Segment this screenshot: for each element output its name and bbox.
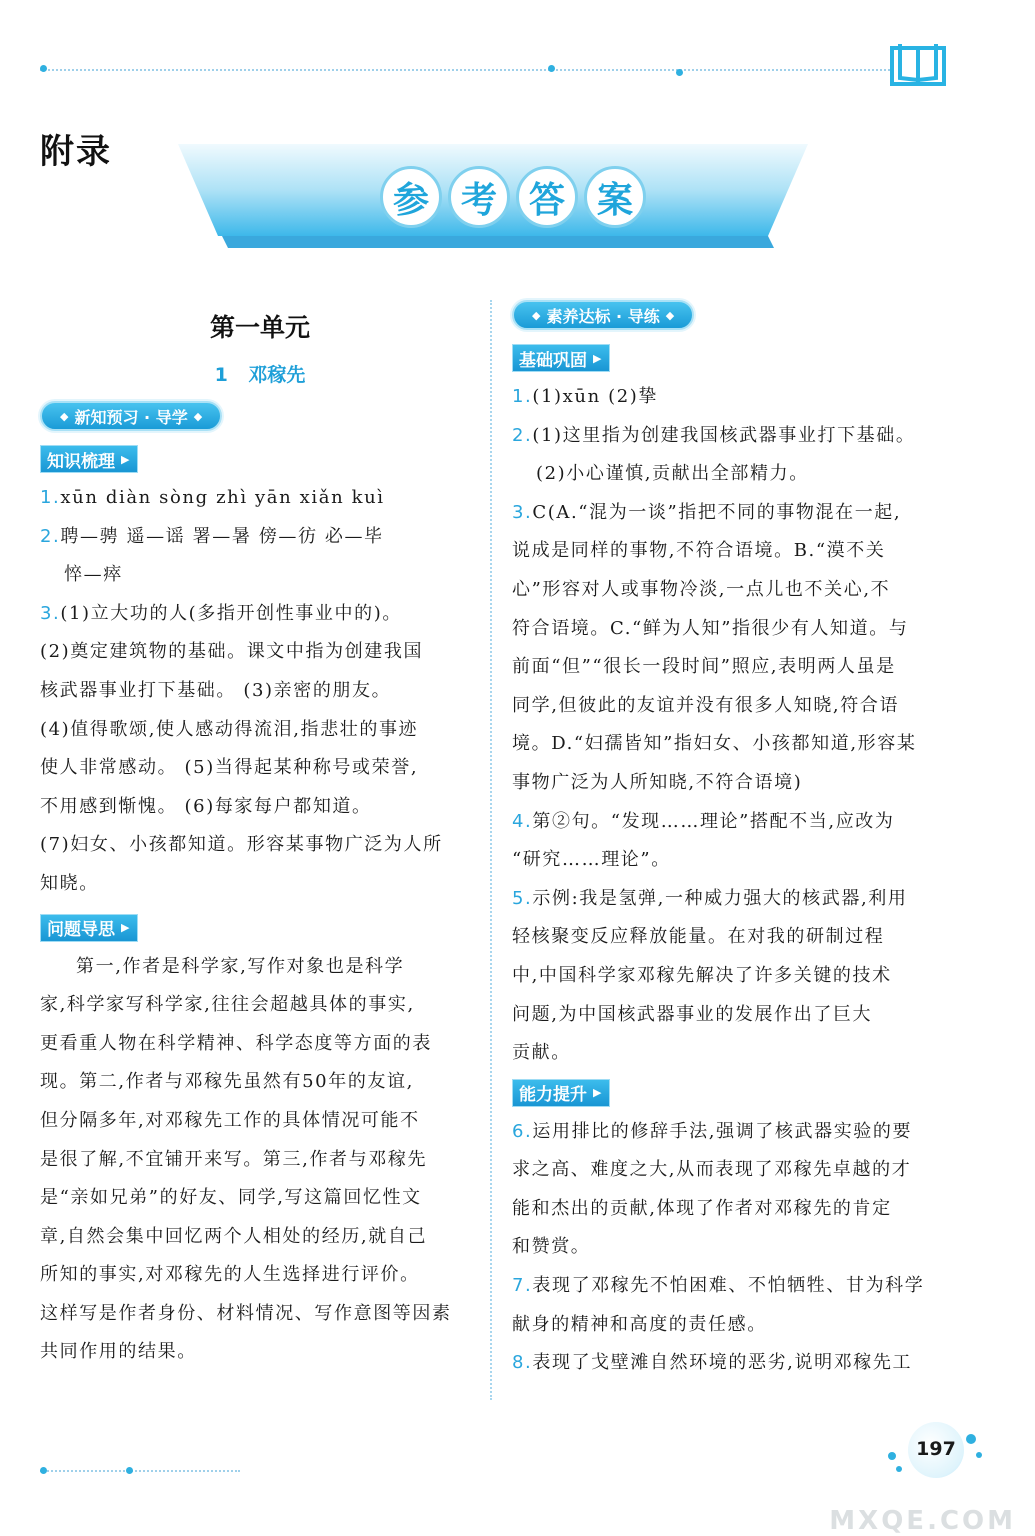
paragraph-line: 是很了解,不宜铺开来写。第三,作者与邓稼先 [40, 1148, 428, 1170]
section-tag-label: 知识梳理 [47, 451, 115, 472]
section-tag-advance [512, 1079, 610, 1107]
page-number: 197 [916, 1438, 956, 1460]
answer-line: 中,中国科学家邓稼先解决了许多关键的技术 [512, 964, 892, 986]
answer-line: 前面“但”“很长一段时间”照应,表明两人虽是 [512, 656, 896, 678]
answer-line: (2)小心谨慎,贡献出全部精力。 [536, 463, 809, 485]
answer-item: 7.表现了邓稼先不怕困难、不怕牺牲、甘为科学 [512, 1275, 925, 1297]
paragraph-line: 所知的事实,对邓稼先的人生选择进行评价。 [40, 1264, 420, 1286]
practice-pill [512, 300, 694, 330]
triangle-right-icon: ▶ [121, 452, 130, 466]
answer-line: 事物广泛为人所知晓,不符合语境) [512, 771, 803, 793]
column-divider [490, 300, 492, 1400]
answer-line: (4)值得歌颂,使人感动得流泪,指悲壮的事迹 [40, 718, 419, 740]
answer-line: 和赞赏。 [512, 1236, 591, 1258]
answer-item-cont: 悴—瘁 [64, 564, 123, 586]
banner-char-4: 案 [584, 166, 646, 228]
answer-line: 使人非常感动。 (5)当得起某种称号或荣誉, [40, 757, 419, 779]
banner-char-2: 考 [448, 166, 510, 228]
triangle-right-icon: ▶ [593, 1086, 602, 1100]
answer-item: 1.xūn diàn sòng zhì yān xiǎn kuì [40, 487, 385, 508]
paragraph-line: 更看重人物在科学精神、科学态度等方面的表 [40, 1032, 432, 1054]
answer-line: 境。D.“妇孺皆知”指妇女、小孩都知道,形容某 [512, 733, 917, 755]
paragraph-line: 章,自然会集中回忆两个人相处的经历,就自己 [40, 1225, 428, 1247]
paragraph-line: 现。第二,作者与邓稼先虽然有50年的友谊, [40, 1071, 414, 1093]
answer-line: (2)奠定建筑物的基础。课文中指为创建我国 [40, 641, 424, 663]
paragraph-line: 但分隔多年,对邓稼先工作的具体情况可能不 [40, 1109, 420, 1131]
appendix-title: 附录 [40, 132, 112, 172]
answer-line: 符合语境。C.“鲜为人知”指很少有人知道。与 [512, 617, 909, 639]
section-tag-label: 能力提升 [519, 1085, 587, 1106]
answer-item: 1.(1)xūn (2)挚 [512, 386, 659, 407]
answer-line: 同学,但彼此的友谊并没有很多人知晓,符合语 [512, 694, 900, 716]
paragraph-line: 第一,作者是科学家,写作对象也是科学 [76, 955, 405, 977]
unit-title: 第一单元 [209, 313, 310, 342]
preview-pill-label: 新知预习 · 导学 [74, 407, 188, 427]
banner-char-3: 答 [516, 166, 578, 228]
answer-line: 能和杰出的贡献,体现了作者对邓稼先的肯定 [512, 1197, 892, 1219]
paragraph-line: 这样写是作者身份、材料情况、写作意图等因素 [40, 1302, 452, 1324]
paragraph-line: 共同作用的结果。 [40, 1341, 197, 1363]
bottom-dotted-rule [40, 1466, 240, 1476]
preview-pill [40, 401, 222, 431]
paragraph-line: 家,科学家写科学家,往往会超越具体的事实, [40, 994, 415, 1016]
section-tag-knowledge [40, 445, 138, 473]
answer-line: 轻核聚变反应释放能量。在对我的研制过程 [512, 926, 885, 948]
answer-line: 献身的精神和高度的责任感。 [512, 1313, 767, 1335]
diamond-icon: ◆ [193, 409, 203, 423]
left-column [40, 300, 480, 1372]
answer-item: 5.示例:我是氢弹,一种威力强大的核武器,利用 [512, 887, 908, 909]
answer-item: 4.第②句。“发现……理论”搭配不当,应改为 [512, 810, 895, 832]
answer-line: 核武器事业打下基础。 (3)亲密的朋友。 [40, 679, 392, 701]
decor-dot [966, 1434, 976, 1444]
answer-line: 贡献。 [512, 1042, 571, 1064]
answer-item: 2.聘—骋 遥—谣 署—暑 傍—彷 必—毕 [40, 525, 384, 547]
answer-line: 问题,为中国核武器事业的发展作出了巨大 [512, 1003, 873, 1025]
answer-line: 不用感到惭愧。 (6)每家每户都知道。 [40, 795, 372, 817]
answer-item: 6.运用排比的修辞手法,强调了核武器实验的要 [512, 1120, 913, 1142]
watermark [829, 1450, 1020, 1536]
right-column [512, 300, 952, 1383]
section-tag-questions [40, 914, 138, 942]
answer-line: (7)妇女、小孩都知道。形容某事物广泛为人所 [40, 834, 443, 856]
top-dotted-rule [40, 64, 890, 74]
answer-line: 求之高、难度之大,从而表现了邓稼先卓越的才 [512, 1159, 912, 1181]
answer-item: 3.(1)立大功的人(多指开创性事业中的)。 [40, 602, 402, 624]
answer-line: 说成是同样的事物,不符合语境。B.“漠不关 [512, 540, 886, 562]
triangle-right-icon: ▶ [593, 351, 602, 365]
answer-item: 3.C(A.“混为一谈”指把不同的事物混在一起, [512, 501, 902, 523]
banner-char-1: 参 [380, 166, 442, 228]
section-tag-label: 问题导思 [47, 920, 115, 941]
answer-banner [178, 140, 808, 250]
diamond-icon: ◆ [532, 308, 541, 322]
answer-item: 2.(1)这里指为创建我国核武器事业打下基础。 [512, 424, 916, 446]
watermark-text: MXQE.COM [829, 1506, 1016, 1536]
diamond-icon: ◆ [665, 308, 675, 322]
triangle-right-icon: ▶ [121, 921, 130, 935]
answer-item: 8.表现了戈壁滩自然环境的恶劣,说明邓稼先工 [512, 1352, 913, 1374]
lesson-title: 1 邓稼先 [214, 364, 306, 386]
section-tag-label: 基础巩固 [519, 350, 587, 371]
diamond-icon: ◆ [60, 409, 69, 423]
answer-line: 心”形容对人或事物冷淡,一点儿也不关心,不 [512, 578, 891, 600]
section-tag-basics [512, 344, 610, 372]
book-icon [888, 40, 948, 88]
paragraph-line: 是“亲如兄弟”的好友、同学,写这篇回忆性文 [40, 1187, 422, 1209]
practice-pill-label: 素养达标 · 导练 [546, 306, 660, 326]
answer-line: 知晓。 [40, 872, 99, 894]
answer-line: “研究……理论”。 [512, 849, 671, 871]
